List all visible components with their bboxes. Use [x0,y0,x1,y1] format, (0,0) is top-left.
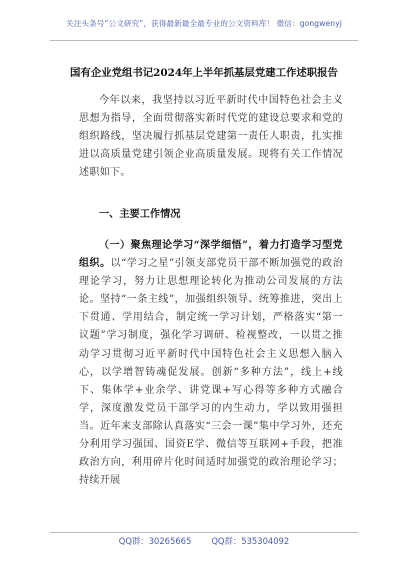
section-heading: 一、主要工作情况 [99,208,181,220]
intro-paragraph: 今年以来，我坚持以习近平新时代中国特色社会主义思想为指导，全面贯彻落实新时代党的建设总要求和党的组织路线，坚决履行抓基层党建第一责任人职责，扎实推进以高质量党建引领企业高质量发展。现将有关工作情况述职如下。 [79,95,343,179]
footer [0,535,408,547]
subsection-body: 以“学习之星”引领支部党员干部不断加强党的政治理论学习，努力让思想理论转化为推动公司发展的方法论。坚持“一条主线”，加强组织领导、统筹推进，突出上下贯通、学用结合，制定统一学习计划，严格落实“第一议题”学习制度，强化学习调研、检视整改，一以贯之推动学习贯彻习近平新时代中国特色社会主义思想入脑入心，以学增智铸魂促发展。创新“多种方法”，线上+线下、集体学+业余学、讲党课+写心得等多种方式融合学，深度激发党员干部学习的内生动力，学以致用强担当。近年来支部除认真落实“三会一课”集中学习外，还充分利用学习强国、国资E学、微信等互联网+手段，把准政治方向，利用碎片化时间适时加强党的政治理论学习；持续开展 [79,258,343,487]
header-banner: 关注头条号“公文研究”，获得最新最全最专业的公文资料库！ 微信：gongwenyj [66,19,342,28]
header-divider [50,40,358,41]
subsection-paragraph [79,237,343,490]
footer-qq-group-1: QQ群：30265665 [118,536,192,546]
subsection-heading: （一）聚焦理论学习“深学细悟”，着力打造学习型党组织。 [79,240,343,270]
document-title: 国有企业党组书记2024年上半年抓基层党建工作述职报告 [70,67,338,79]
footer-qq-group-2: QQ群：535304092 [211,536,290,546]
footer-divider [50,532,358,533]
